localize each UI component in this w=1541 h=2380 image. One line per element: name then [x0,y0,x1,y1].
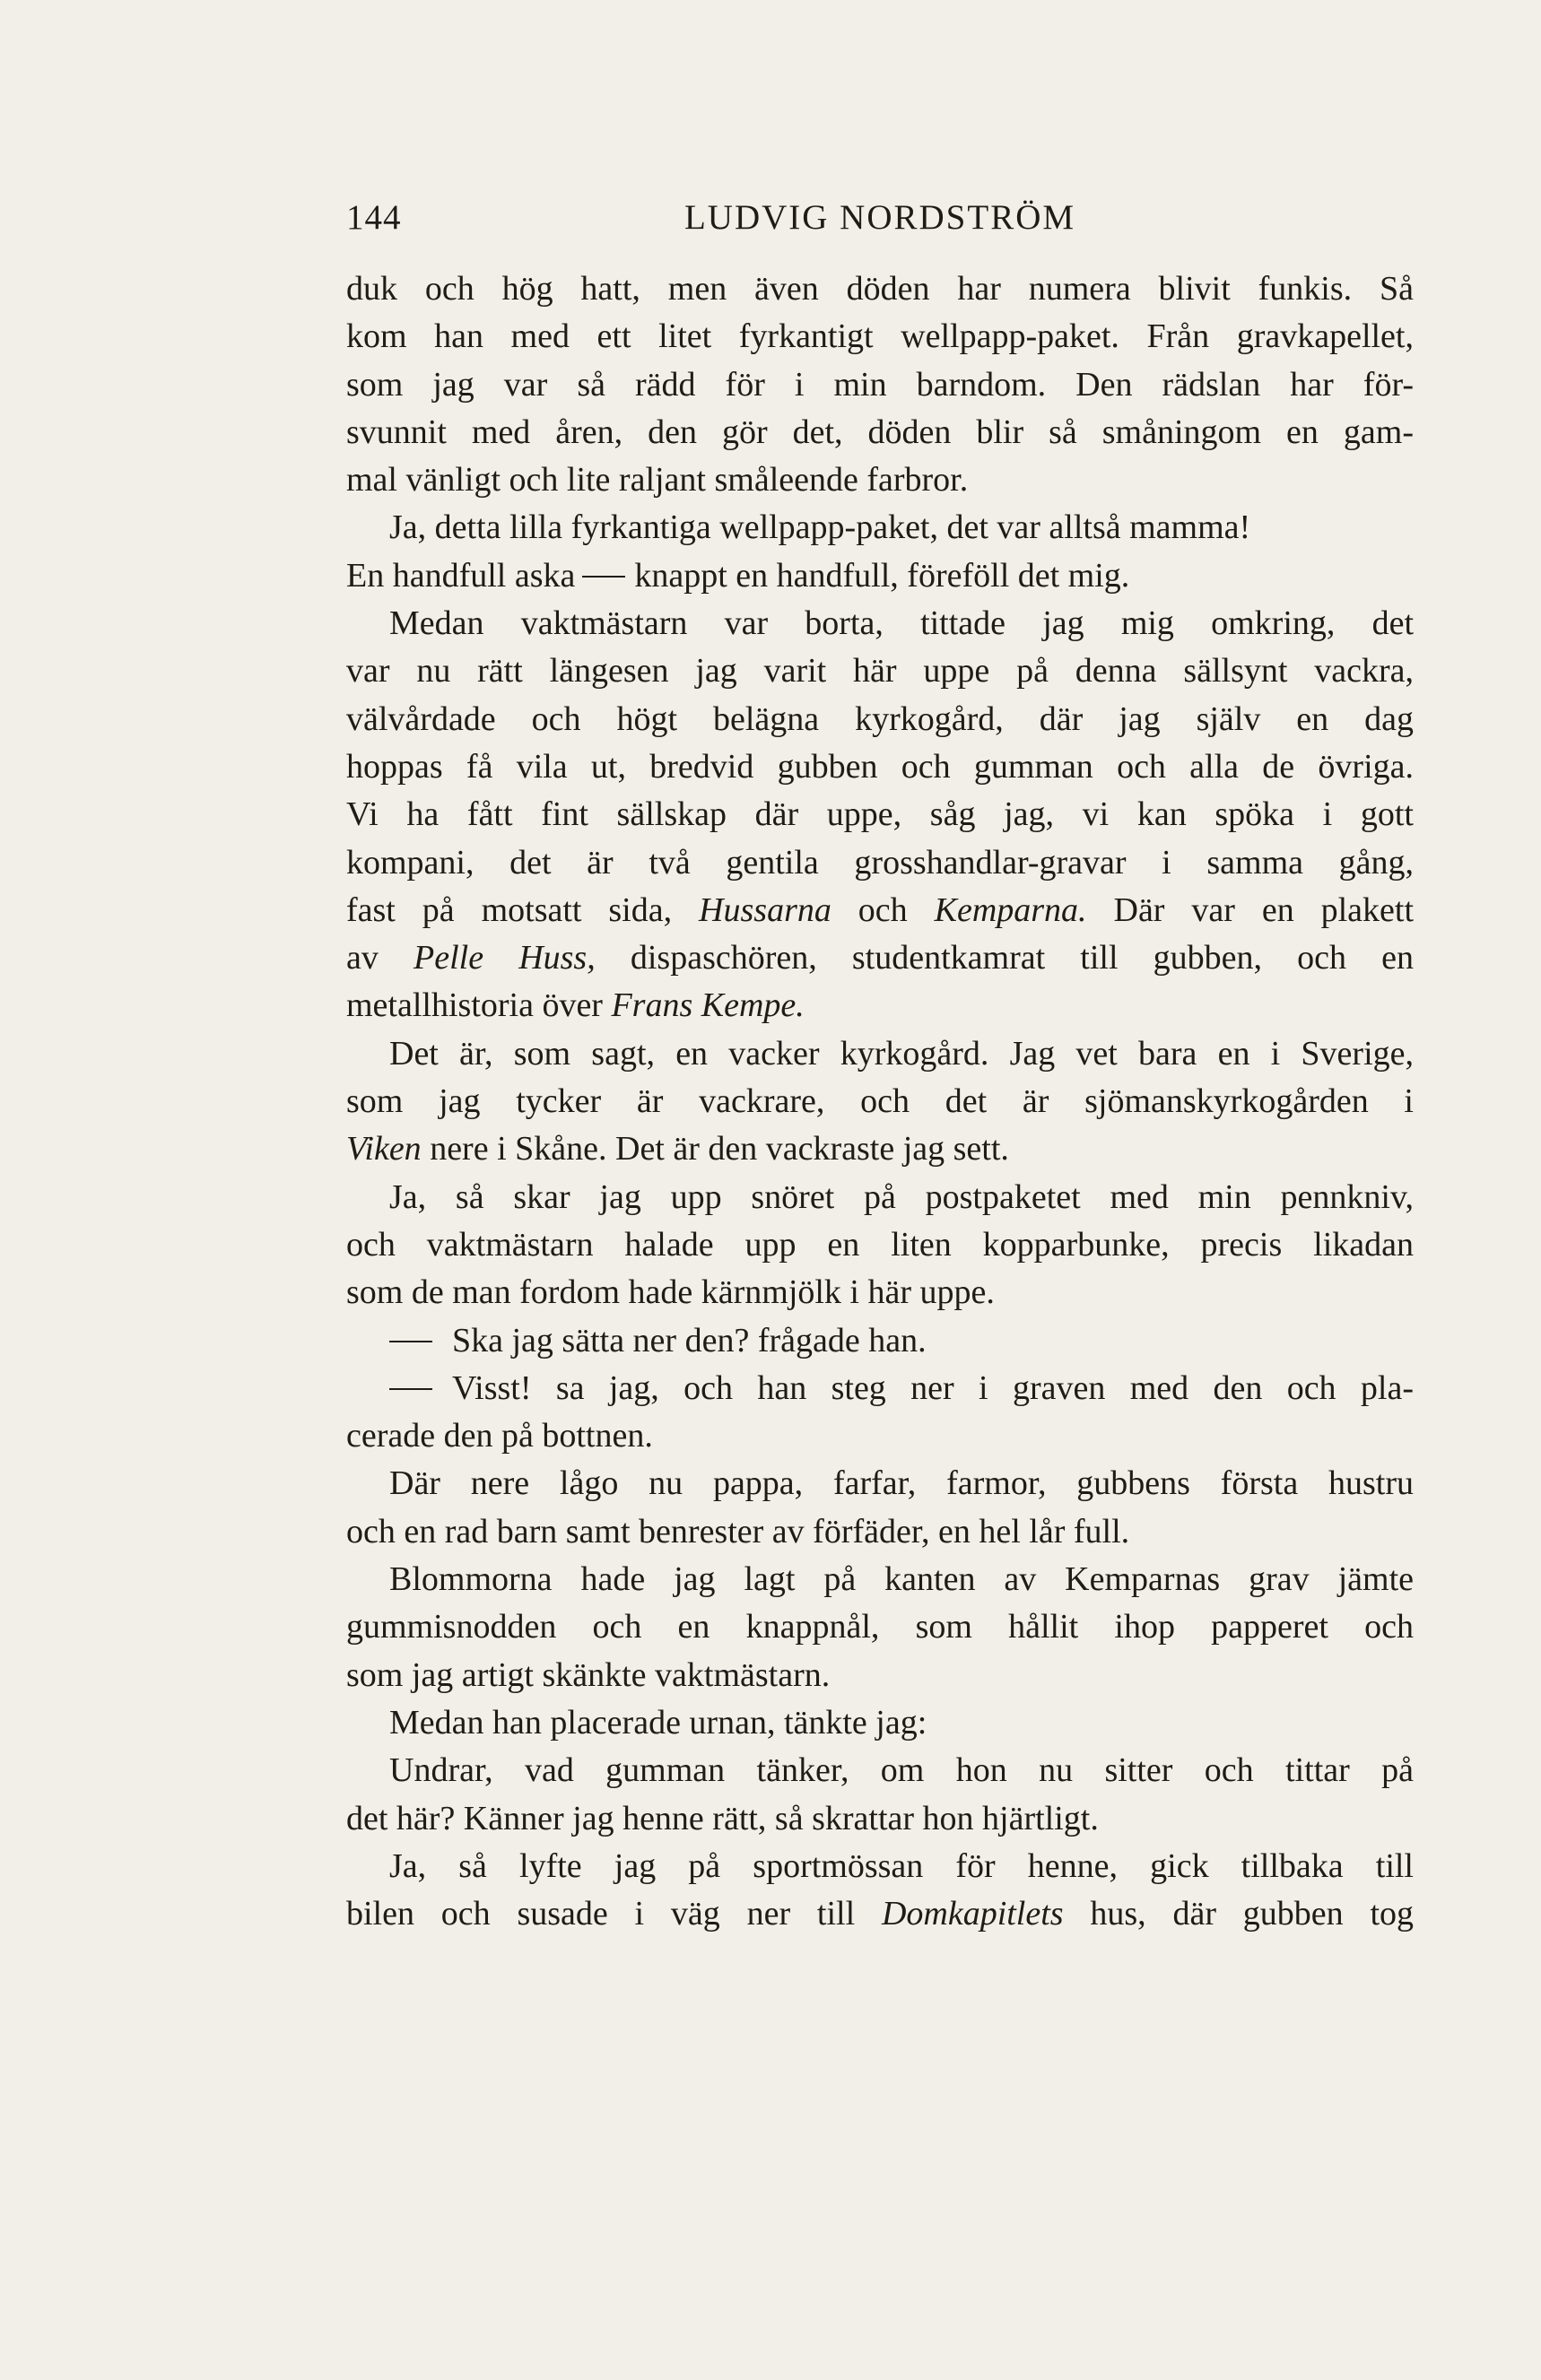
text-line [346,552,1414,600]
text-line [346,982,1414,1029]
text-line: Undrar, vad gumman tänker, om hon nu sitter och tittar på [389,1751,1414,1790]
text-span: Ska jag sätta ner den? frågade han. [452,1321,927,1359]
text-line: Det är, som sagt, en vacker kyrkogård. Jag vet bara en i Sverige, [389,1034,1414,1073]
italic-name: Kemparna. [934,890,1087,929]
page-header [346,197,1414,251]
text-line: gummisnodden och en knappnål, som hållit ihop papperet och [346,1608,1414,1646]
text-line: som jag artigt skänkte vaktmästarn. [346,1655,831,1694]
em-dash [389,1388,432,1390]
text-line [346,1317,1414,1365]
running-title: LUDVIG NORDSTRÖM [683,198,1076,237]
text-line: cerade den på bottnen. [346,1417,653,1455]
text-line: Vi ha fått fint sällskap där uppe, såg jag, vi kan spöka i gott [346,795,1414,834]
text-line: var nu rätt längesen jag varit här uppe på denna sällsynt vackra, [346,652,1414,691]
text-span: Där var en plakett [1113,890,1415,929]
text-span: fast på motsatt sida, [346,890,673,929]
text-span: knappt en handfull, föreföll det mig. [634,556,1130,595]
text-span: Visst! sa jag, och han steg ner i graven med den och pla- [452,1368,1414,1407]
text-line: hoppas få vila ut, bredvid gubben och gumman och alla de övriga. [346,747,1414,786]
body-text [346,265,1414,1938]
text-span: av [346,939,379,977]
em-dash [582,576,625,578]
text-line: och en rad barn samt benrester av förfäder, en hel lår full. [346,1512,1130,1550]
italic-name: Pelle Huss, [414,939,596,977]
text-line: som jag var så rädd för i min barndom. Den rädslan har för- [346,365,1414,404]
text-line: mal vänligt och lite raljant småleende farbror. [346,461,969,499]
text-line [346,1890,1414,1938]
text-line: svunnit med åren, den gör det, döden blir så småningom en gam- [346,413,1414,451]
text-line: Medan han placerade urnan, tänkte jag: [389,1703,927,1742]
text-line [346,1365,1414,1412]
text-line: Blommorna hade jag lagt på kanten av Kemparnas grav jämte [389,1560,1414,1599]
italic-name: Frans Kempe. [611,986,805,1025]
text-span: och [858,890,908,929]
text-line [346,1125,1414,1173]
text-span: bilen och susade i väg ner till [346,1895,856,1933]
text-line: Där nere lågo nu pappa, farfar, farmor, gubbens första hustru [389,1464,1414,1503]
text-line: kom han med ett litet fyrkantigt wellpapp-paket. Från gravkapellet, [346,317,1414,356]
italic-name: Viken [346,1130,422,1168]
text-line: Ja, detta lilla fyrkantiga wellpapp-paket, det var alltså mamma! [389,508,1251,547]
text-line [346,934,1414,982]
text-line: kompani, det är två gentila grosshandlar-gravar i samma gång, [346,843,1414,882]
text-line: Medan vaktmästarn var borta, tittade jag mig omkring, det [389,604,1414,643]
text-line: som jag tycker är vackrare, och det är sjömanskyrkogården i [346,1082,1414,1121]
text-line: och vaktmästarn halade upp en liten kopparbunke, precis likadan [346,1225,1414,1264]
text-line: välvårdade och högt belägna kyrkogård, där jag själv en dag [346,699,1414,738]
page-number: 144 [346,198,402,237]
text-span: hus, där gubben tog [1090,1895,1415,1933]
text-line: Ja, så lyfte jag på sportmössan för henne, gick tillbaka till [389,1846,1414,1885]
italic-name: Hussarna [699,890,831,929]
italic-name: Domkapitlets [881,1895,1064,1933]
text-line: Ja, så skar jag upp snöret på postpaketet med min pennkniv, [389,1177,1414,1216]
text-span: dispaschören, studentkamrat till gubben, och en [630,939,1415,977]
text-span: nere i Skåne. Det är den vackraste jag sett. [430,1130,1009,1168]
text-line: duk och hög hatt, men även döden har numera blivit funkis. Så [346,270,1414,308]
text-span: En handfull aska [346,556,576,595]
em-dash [389,1341,432,1342]
text-span: metallhistoria över [346,986,603,1025]
text-line: det här? Känner jag henne rätt, så skrattar hon hjärtligt. [346,1799,1099,1837]
text-line [346,887,1414,934]
text-line: som de man fordom hade kärnmjölk i här uppe. [346,1273,995,1312]
